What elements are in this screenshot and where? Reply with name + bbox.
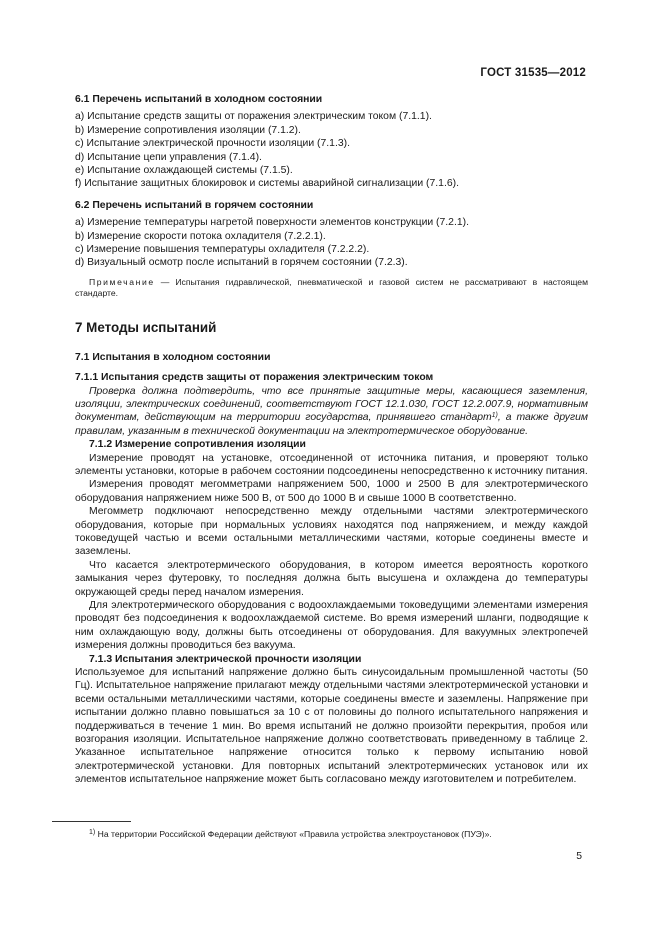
heading-7-1-1: 7.1.1 Испытания средств защиты от поражения электрическим током bbox=[75, 372, 434, 384]
heading-7-1: 7.1 Испытания в холодном состоянии bbox=[75, 351, 271, 363]
heading-7-1-3: 7.1.3 Испытания электрической прочности изоляции bbox=[89, 653, 362, 665]
footnote-text: На территории Российской Федерации действуют «Правила устройства электроустановок (ПУЭ)». bbox=[95, 829, 492, 839]
list-item: d) Испытание цепи управления (7.1.4). bbox=[75, 151, 262, 163]
paragraph: Мегомметр подключают непосредственно между отдельными частями электротермического оборудования, которые при нормальных условиях находятся под напряжением, и между каждой токоведущей частью и всеми остальными металлическими частями, которые соединены вместе и заземлены. bbox=[75, 506, 588, 558]
paragraph: Измерение проводят на установке, отсоединенной от источника питания, и проверяют только элементы установки, которые в рабочем состоянии подсоединены непосредственно к источнику питания. bbox=[75, 452, 588, 477]
heading-6-1: 6.1 Перечень испытаний в холодном состоянии bbox=[75, 94, 323, 105]
section-7-heading: 7 Методы испытаний bbox=[75, 319, 217, 335]
paragraph: Для электротермического оборудования с водоохлаждаемыми токоведущими элементами измерения проводят без подсоединения к водоохлаждаемой системе. Во время измерений шланги, подводящие к ним охлаждающую воду, должны быть отсоединены от оборудования. Для вакуумных электропечей измерения должны проводиться без вакуума. bbox=[75, 600, 588, 652]
paragraph-7-1-3: Используемое для испытаний напряжение должно быть синусоидальным промышленной частоты (50 Гц). Испытательное напряжение прилагают между отдельными частями электротермической установки и всеми остальными металлическими частями, которые соединены вместе и заземлены. Напряжение при испытании должно плавно повышаться за 10 с от половины до полного испытательного напряжения и поддерживаться в течение 1 мин. Во время испытаний не должно произойти перекрытия, пробоя или возгорания изоляции. Испытательное напряжение должно соответствовать приведенному в таблице 2. Указанное испытательное напряжение относится только к первому испытанию новой электротермической установки. Для повторных испытаний электротермических установок или их элементов испытательное напряжение может быть согласовано между изготовителем и потребителем. bbox=[75, 667, 588, 786]
list-item: c) Испытание электрической прочности изоляции (7.1.3). bbox=[75, 138, 350, 150]
document-id: ГОСТ 31535—2012 bbox=[480, 67, 586, 79]
paragraph-text: Проверка должна подтвердить, что все принятые защитные меры, касающиеся заземления, изоляции, электрических соединений, соответствуют ГОСТ 12.1.030, ГОСТ 12.2.007.9, нормативным документам, действующим на территории государства, принявшего стандарт bbox=[75, 385, 588, 424]
list-item: d) Визуальный осмотр после испытаний в горячем состоянии (7.2.3). bbox=[75, 257, 408, 269]
list-item: а) Измерение температуры нагретой поверхности элементов конструкции (7.2.1). bbox=[75, 217, 469, 229]
paragraph: Что касается электротермического оборудования, в котором имеется вероятность короткого замыкания через футеровку, то последняя должна быть высушена и охлаждена до температуры окружающей среды перед началом измерения. bbox=[75, 559, 588, 598]
page-number: 5 bbox=[576, 851, 582, 862]
note bbox=[75, 277, 588, 300]
note-label: Примечание bbox=[89, 276, 155, 287]
paragraph-7-1-1 bbox=[75, 385, 588, 439]
paragraph: Измерения проводят мегомметрами напряжением 500, 1000 и 2500 В для электротермического оборудования напряжением ниже 500 В, от 500 до 1000 В и свыше 1000 В соответственно. bbox=[75, 479, 588, 504]
list-item: а) Испытание средств защиты от поражения электрическим током (7.1.1). bbox=[75, 111, 432, 123]
list-item: e) Испытание охлаждающей системы (7.1.5). bbox=[75, 165, 293, 177]
list-item: c) Измерение повышения температуры охладителя (7.2.2.2). bbox=[75, 244, 370, 256]
heading-7-1-2: 7.1.2 Измерение сопротивления изоляции bbox=[89, 439, 306, 451]
list-item: f) Испытание защитных блокировок и системы аварийной сигнализации (7.1.6). bbox=[75, 178, 459, 190]
heading-6-2: 6.2 Перечень испытаний в горячем состоянии bbox=[75, 199, 314, 211]
footnote-ref: 1) bbox=[491, 412, 498, 420]
footnote bbox=[75, 829, 588, 840]
footnote-marker: 1) bbox=[89, 829, 96, 836]
footnote-separator bbox=[52, 821, 131, 822]
paragraph-text: , а также другим правилам, указанным в технической документации на электротермическое оборудование. bbox=[75, 412, 588, 437]
page-content bbox=[75, 93, 588, 787]
list-item: b) Измерение скорости потока охладителя (7.2.2.1). bbox=[75, 230, 326, 242]
note-text: — Испытания гидравлической, пневматической и газовой систем не рассматривают в настоящем стандарте. bbox=[75, 276, 588, 299]
list-item: b) Измерение сопротивления изоляции (7.1.2). bbox=[75, 124, 301, 136]
